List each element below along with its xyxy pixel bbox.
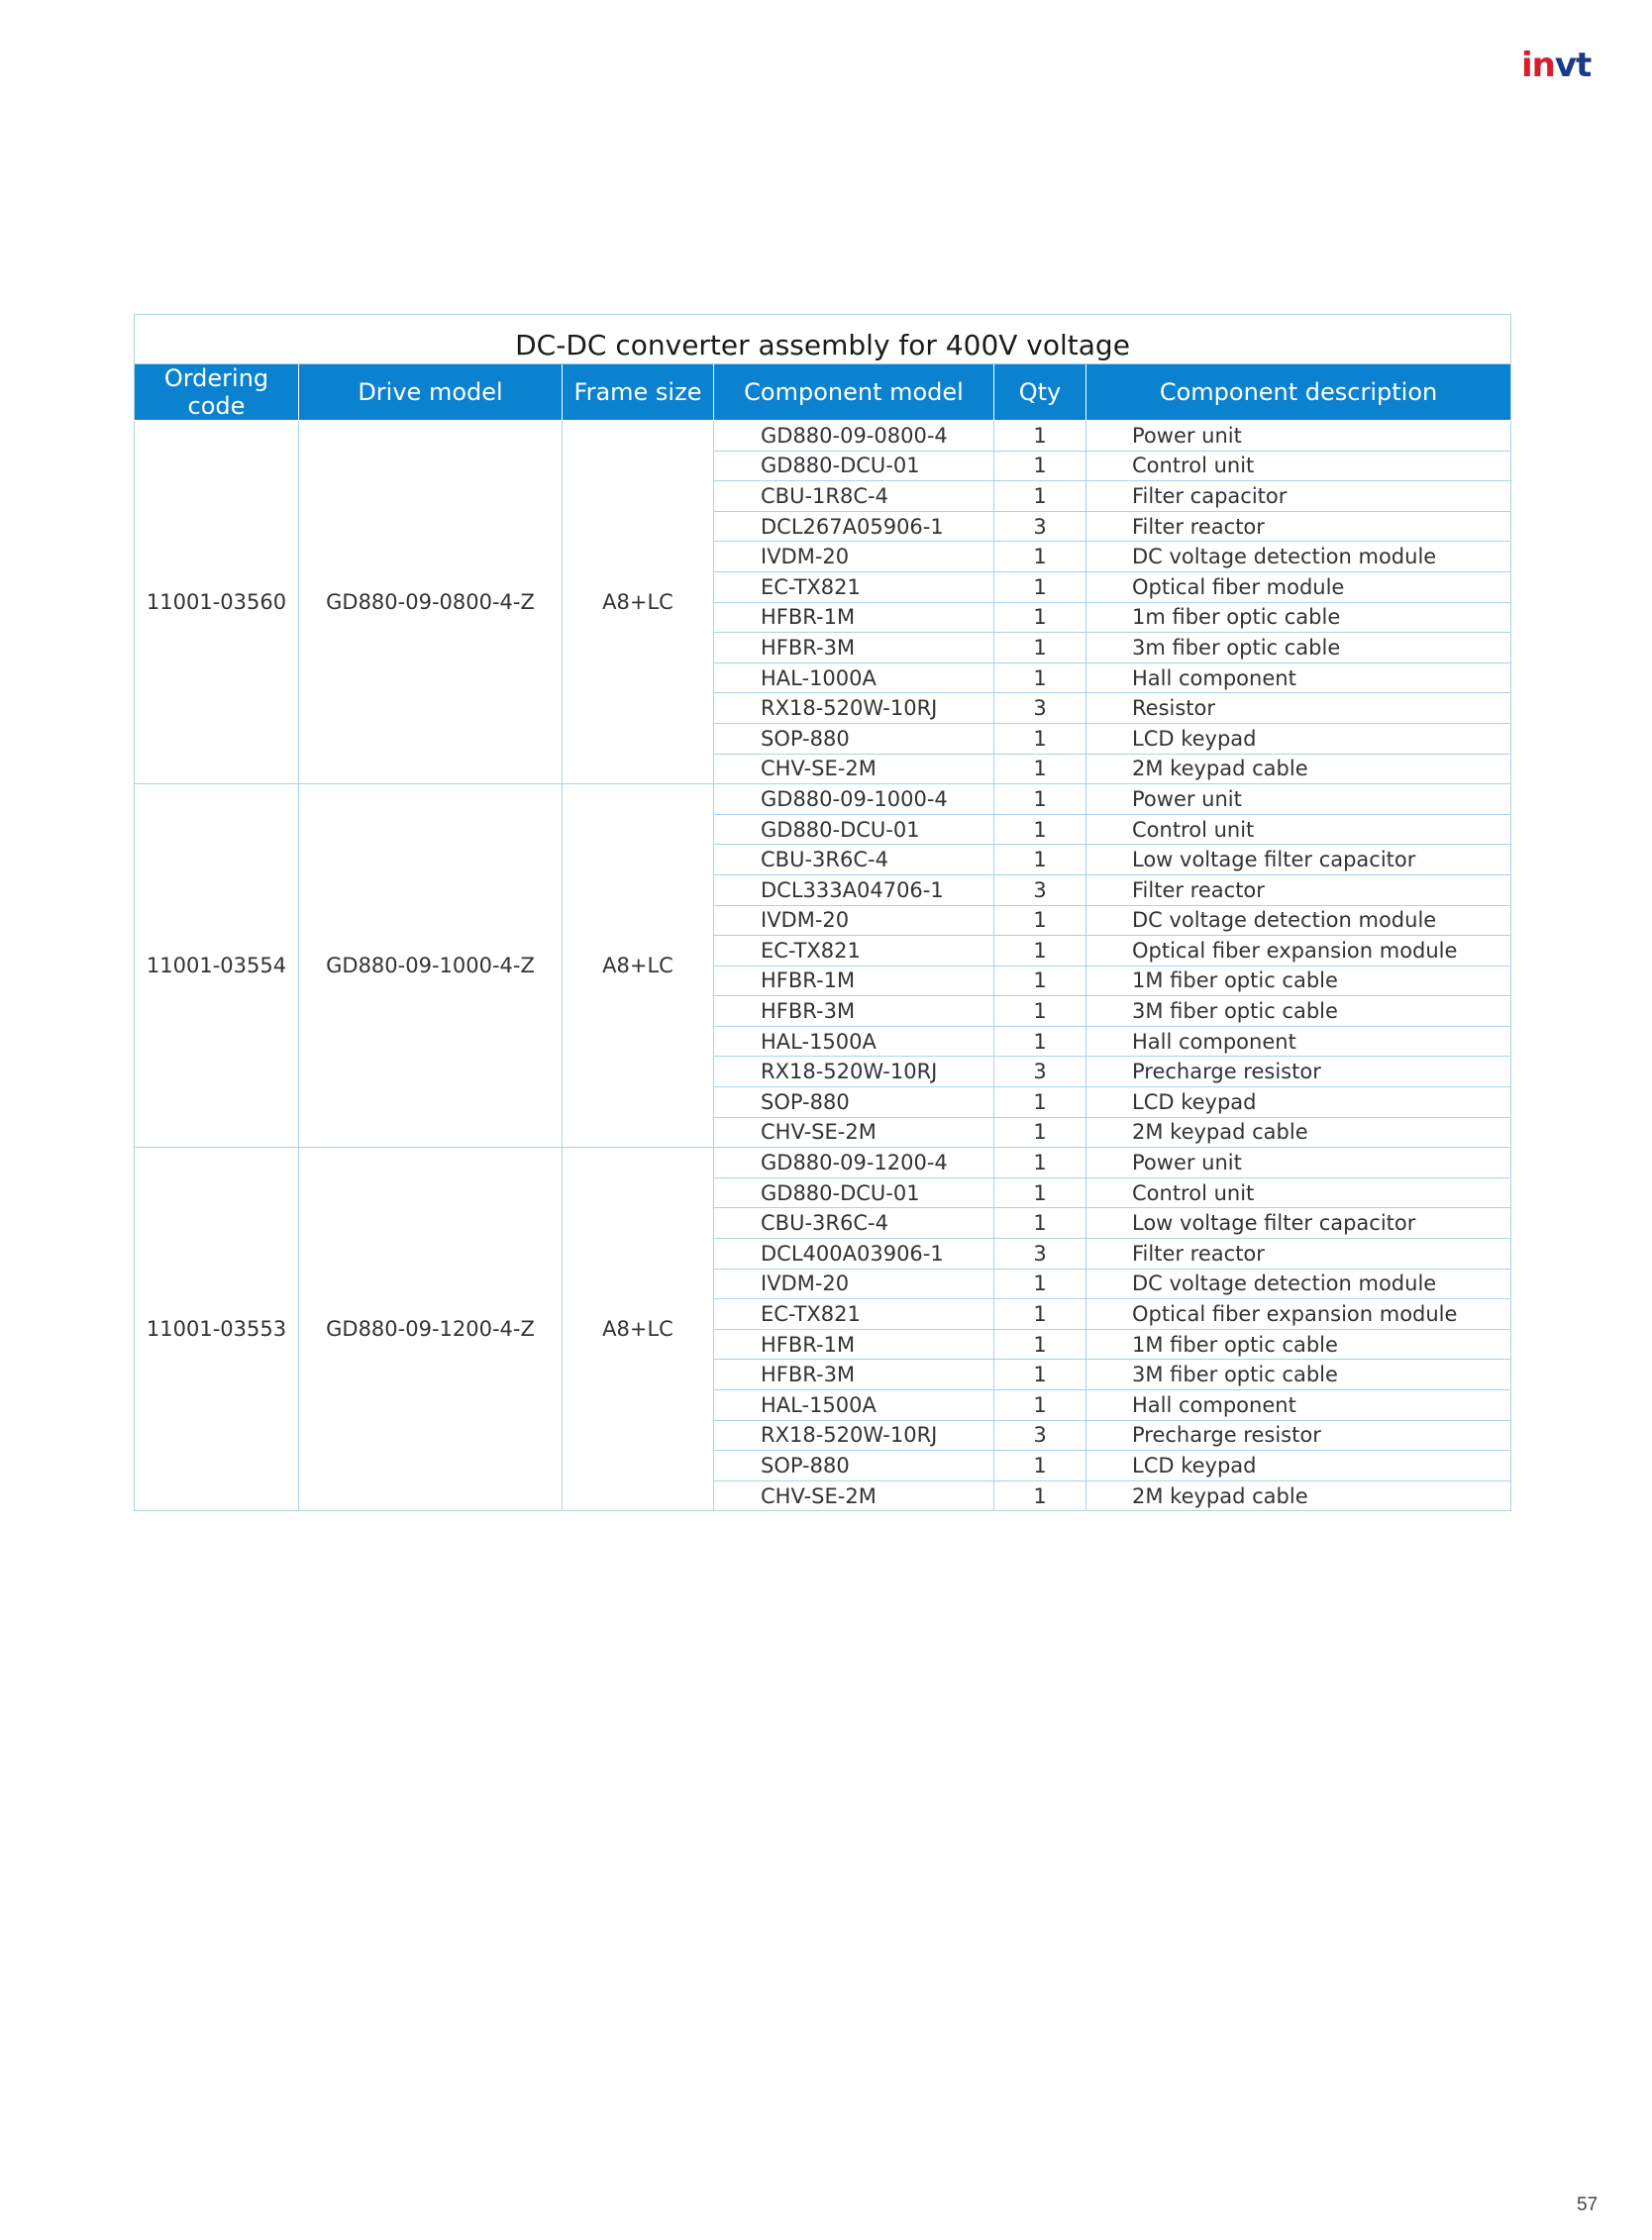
header-ordering-code: Ordering code [135,364,299,421]
component-model-cell: EC-TX821 [714,571,994,602]
component-description-cell: Optical fiber module [1086,571,1511,602]
header-frame-size: Frame size [563,364,714,421]
qty-cell: 1 [994,1026,1086,1057]
frame-size-cell: A8+LC [563,421,714,784]
qty-cell: 1 [994,723,1086,754]
component-description-cell: Precharge resistor [1086,1420,1511,1451]
ordering-code-cell: 11001-03560 [135,421,299,784]
drive-model-cell: GD880-09-1200-4-Z [299,1148,563,1511]
qty-cell: 3 [994,1420,1086,1451]
table-row [135,1148,1511,1178]
header-component-description: Component description [1086,364,1511,421]
header-component-model: Component model [714,364,994,421]
logo-text-accent: vt [1554,46,1592,85]
qty-cell: 1 [994,421,1086,452]
qty-cell: 1 [994,633,1086,663]
qty-cell: 1 [994,542,1086,572]
qty-cell: 1 [994,784,1086,815]
component-description-cell: Control unit [1086,814,1511,845]
component-model-cell: SOP-880 [714,1087,994,1118]
component-description-cell: Filter capacitor [1086,481,1511,512]
component-model-cell: GD880-DCU-01 [714,451,994,481]
qty-cell: 1 [994,936,1086,967]
table-body [135,421,1511,1511]
qty-cell: 1 [994,1329,1086,1360]
qty-cell: 3 [994,693,1086,724]
component-model-cell: IVDM-20 [714,905,994,936]
qty-cell: 1 [994,1208,1086,1239]
component-model-cell: CHV-SE-2M [714,1480,994,1511]
component-description-cell: Control unit [1086,451,1511,481]
component-model-cell: HFBR-3M [714,1360,994,1390]
qty-cell: 1 [994,1087,1086,1118]
component-description-cell: Optical fiber expansion module [1086,1299,1511,1330]
qty-cell: 1 [994,571,1086,602]
component-description-cell: DC voltage detection module [1086,542,1511,572]
component-description-cell: 1M fiber optic cable [1086,966,1511,996]
qty-cell: 1 [994,1451,1086,1481]
qty-cell: 1 [994,1269,1086,1299]
component-description-cell: 2M keypad cable [1086,1117,1511,1148]
qty-cell: 1 [994,481,1086,512]
qty-cell: 1 [994,1390,1086,1421]
component-model-cell: RX18-520W-10RJ [714,693,994,724]
qty-cell: 1 [994,966,1086,996]
component-description-cell: Optical fiber expansion module [1086,936,1511,967]
component-model-cell: EC-TX821 [714,1299,994,1330]
component-model-cell: GD880-09-0800-4 [714,421,994,452]
component-model-cell: GD880-DCU-01 [714,1177,994,1208]
component-model-cell: EC-TX821 [714,936,994,967]
component-description-cell: Filter reactor [1086,874,1511,905]
component-description-cell: DC voltage detection module [1086,905,1511,936]
component-description-cell: Hall component [1086,662,1511,693]
component-model-cell: GD880-DCU-01 [714,814,994,845]
component-model-cell: SOP-880 [714,723,994,754]
header-qty: Qty [994,364,1086,421]
component-model-cell: HFBR-3M [714,996,994,1027]
table-row [135,784,1511,815]
drive-model-cell: GD880-09-0800-4-Z [299,421,563,784]
qty-cell: 1 [994,754,1086,784]
component-model-cell: DCL400A03906-1 [714,1239,994,1270]
component-description-cell: Hall component [1086,1026,1511,1057]
component-description-cell: Hall component [1086,1390,1511,1421]
qty-cell: 1 [994,1117,1086,1148]
component-description-cell: Resistor [1086,693,1511,724]
component-model-cell: RX18-520W-10RJ [714,1420,994,1451]
qty-cell: 1 [994,905,1086,936]
component-description-cell: LCD keypad [1086,1451,1511,1481]
component-description-cell: Precharge resistor [1086,1057,1511,1087]
component-description-cell: Power unit [1086,1148,1511,1178]
component-description-cell: DC voltage detection module [1086,1269,1511,1299]
qty-cell: 1 [994,451,1086,481]
table-title: DC-DC converter assembly for 400V voltage [135,315,1511,364]
qty-cell: 1 [994,814,1086,845]
qty-cell: 1 [994,996,1086,1027]
component-model-cell: CHV-SE-2M [714,1117,994,1148]
component-model-cell: HAL-1500A [714,1026,994,1057]
qty-cell: 3 [994,874,1086,905]
component-description-cell: Filter reactor [1086,511,1511,542]
logo-text-main: in [1521,46,1555,85]
component-model-cell: IVDM-20 [714,1269,994,1299]
component-model-cell: HFBR-1M [714,1329,994,1360]
converter-assembly-table [134,314,1511,1511]
component-description-cell: Filter reactor [1086,1239,1511,1270]
qty-cell: 3 [994,511,1086,542]
component-model-cell: HFBR-1M [714,966,994,996]
component-model-cell: DCL267A05906-1 [714,511,994,542]
component-model-cell: CBU-3R6C-4 [714,845,994,875]
qty-cell: 1 [994,1299,1086,1330]
table-header-row [135,364,1511,421]
frame-size-cell: A8+LC [563,784,714,1148]
component-description-cell: 2M keypad cable [1086,754,1511,784]
component-description-cell: Low voltage filter capacitor [1086,1208,1511,1239]
qty-cell: 3 [994,1057,1086,1087]
component-model-cell: RX18-520W-10RJ [714,1057,994,1087]
ordering-code-cell: 11001-03553 [135,1148,299,1511]
component-model-cell: SOP-880 [714,1451,994,1481]
ordering-code-cell: 11001-03554 [135,784,299,1148]
component-description-cell: LCD keypad [1086,1087,1511,1118]
qty-cell: 1 [994,1480,1086,1511]
qty-cell: 3 [994,1239,1086,1270]
component-description-cell: Power unit [1086,421,1511,452]
component-model-cell: HAL-1000A [714,662,994,693]
table-row [135,421,1511,452]
qty-cell: 1 [994,845,1086,875]
qty-cell: 1 [994,662,1086,693]
qty-cell: 1 [994,1148,1086,1178]
component-description-cell: 3M fiber optic cable [1086,996,1511,1027]
component-description-cell: LCD keypad [1086,723,1511,754]
header-drive-model: Drive model [299,364,563,421]
component-model-cell: GD880-09-1000-4 [714,784,994,815]
component-model-cell: HAL-1500A [714,1390,994,1421]
frame-size-cell: A8+LC [563,1148,714,1511]
qty-cell: 1 [994,602,1086,633]
component-model-cell: DCL333A04706-1 [714,874,994,905]
drive-model-cell: GD880-09-1000-4-Z [299,784,563,1148]
component-description-cell: Low voltage filter capacitor [1086,845,1511,875]
component-description-cell: 3m fiber optic cable [1086,633,1511,663]
component-description-cell: Power unit [1086,784,1511,815]
component-model-cell: CBU-3R6C-4 [714,1208,994,1239]
qty-cell: 1 [994,1360,1086,1390]
component-model-cell: HFBR-3M [714,633,994,663]
component-description-cell: Control unit [1086,1177,1511,1208]
component-description-cell: 3M fiber optic cable [1086,1360,1511,1390]
component-description-cell: 1M fiber optic cable [1086,1329,1511,1360]
component-description-cell: 1m fiber optic cable [1086,602,1511,633]
invt-logo [1521,46,1591,85]
component-model-cell: CHV-SE-2M [714,754,994,784]
page-number: 57 [1577,2194,1599,2215]
component-model-cell: GD880-09-1200-4 [714,1148,994,1178]
component-model-cell: HFBR-1M [714,602,994,633]
component-model-cell: CBU-1R8C-4 [714,481,994,512]
component-model-cell: IVDM-20 [714,542,994,572]
qty-cell: 1 [994,1177,1086,1208]
component-description-cell: 2M keypad cable [1086,1480,1511,1511]
